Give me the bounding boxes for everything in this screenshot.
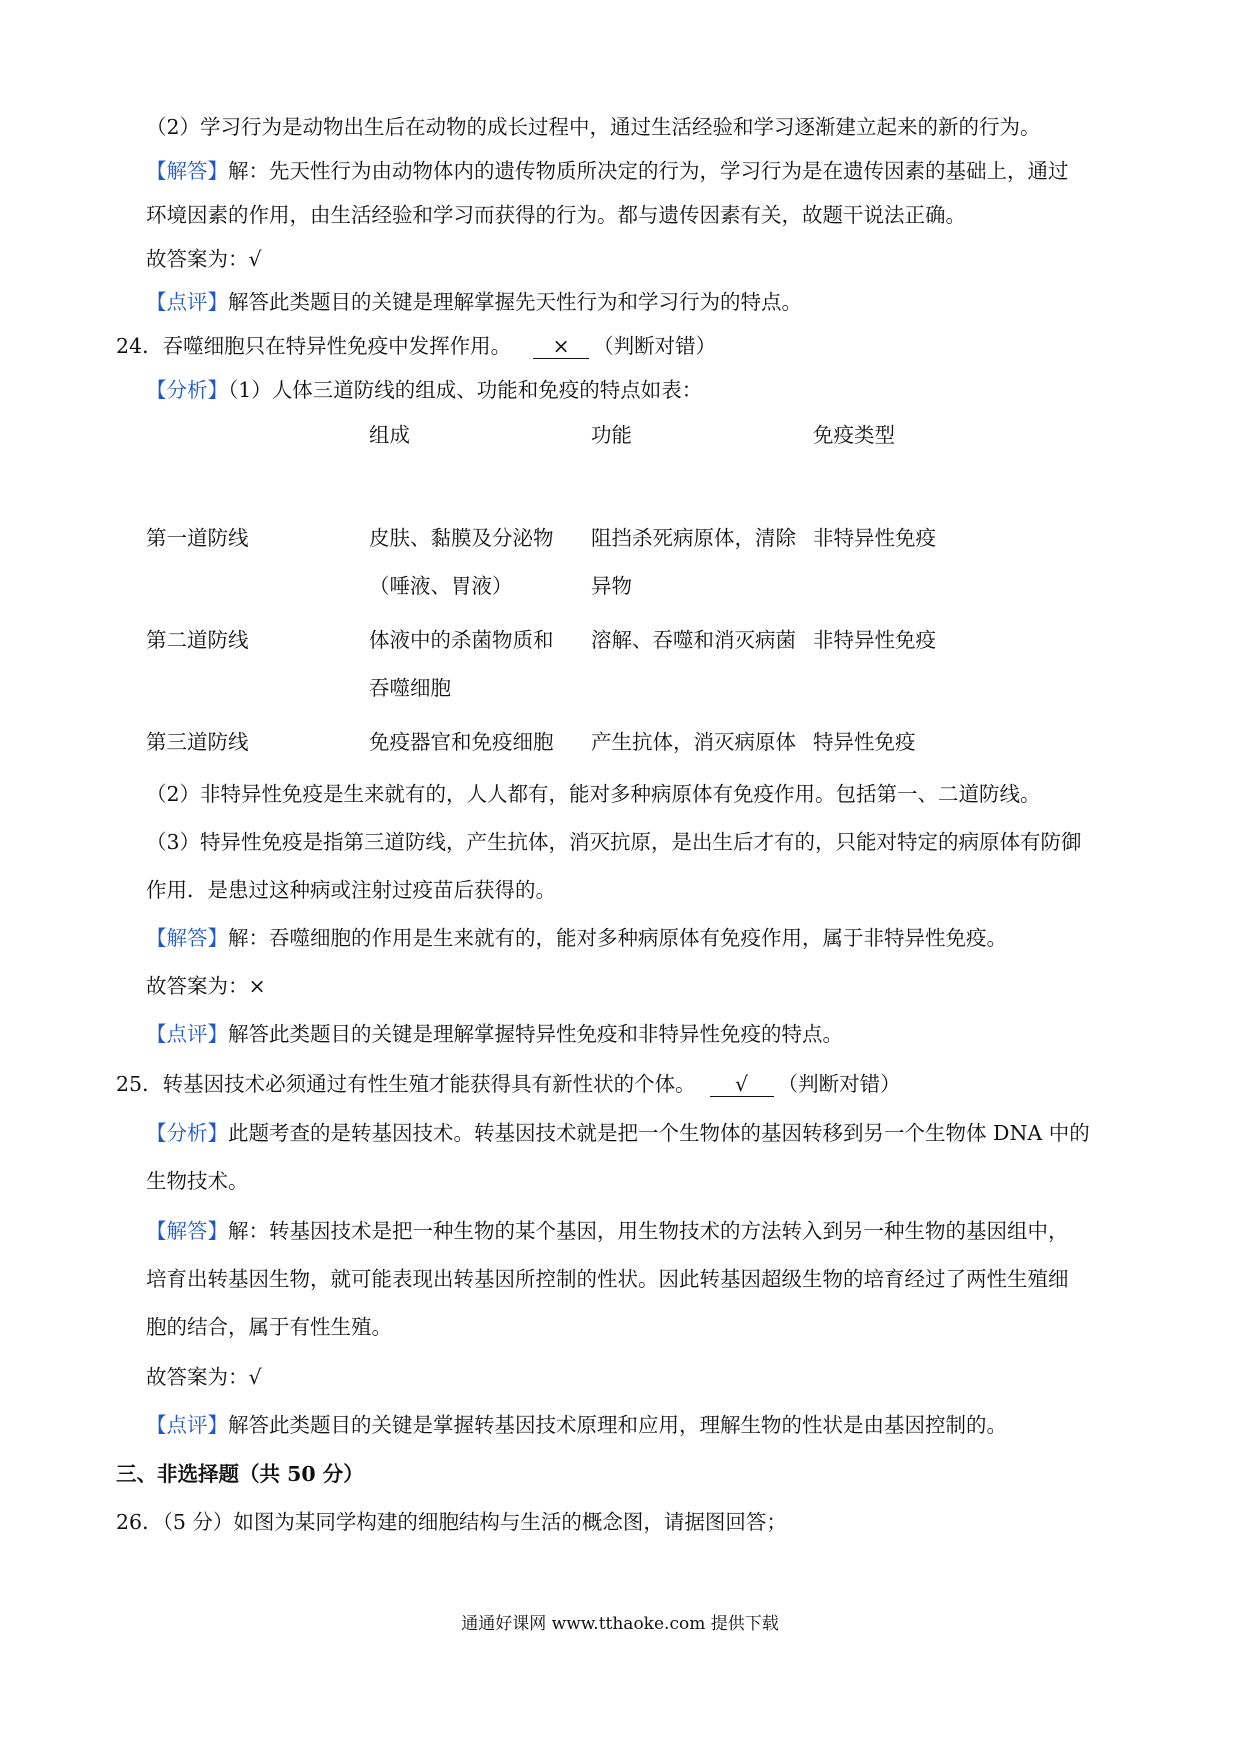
q24-analysis-point-2: （2）非特异性免疫是生来就有的，人人都有，能对多种病原体有免疫作用。包括第一、二道防线。: [146, 782, 1041, 806]
table-cell-composition-cont: 吞噬细胞: [369, 676, 451, 700]
page-footer: 通通好课网 www.tthaoke.com 提供下载: [461, 1614, 779, 1634]
q25-analysis-text-1: 此题考查的是转基因技术。转基因技术就是把一个生物体的基因转移到另一个生物体 DNA 中的: [228, 1121, 1090, 1145]
table-cell-immunity-type: 特异性免疫: [813, 730, 916, 754]
table-cell-function: 溶解、吞噬和消灭病菌: [591, 628, 796, 652]
table-header-composition: 组成: [369, 423, 410, 447]
table-cell-composition: 皮肤、黏膜及分泌物: [369, 526, 554, 550]
q24-question: [116, 332, 716, 360]
answer-tag: 【解答】: [146, 926, 228, 950]
q24-analysis-line-1: [146, 376, 702, 404]
q25-answer-blank: √: [710, 1072, 774, 1097]
q23-answer-text-1: 解：先天性行为由动物体内的遗传物质所决定的行为，学习行为是在遗传因素的基础上，通过: [228, 159, 1069, 183]
q25-suffix: （判断对错）: [777, 1072, 901, 1096]
table-row-name: 第二道防线: [146, 628, 249, 652]
table-cell-composition-cont: （唾液、胃液）: [369, 574, 513, 598]
comment-tag: 【点评】: [146, 1413, 228, 1437]
q23-comment-text: 解答此类题目的关键是理解掌握先天性行为和学习行为的特点。: [228, 290, 802, 314]
q24-comment: [146, 1020, 843, 1048]
answer-tag: 【解答】: [146, 159, 228, 183]
q23-answer-line-2: 环境因素的作用，由生活经验和学习而获得的行为。都与遗传因素有关，故题干说法正确。: [146, 203, 966, 227]
q24-comment-text: 解答此类题目的关键是理解掌握特异性免疫和非特异性免疫的特点。: [228, 1022, 843, 1046]
table-cell-function: 产生抗体，消灭病原体: [591, 730, 796, 754]
section-3-heading: 三、非选择题（共 50 分）: [116, 1462, 364, 1486]
q25-stem: 25．转基因技术必须通过有性生殖才能获得具有新性状的个体。: [116, 1072, 696, 1096]
q25-question: [116, 1070, 901, 1098]
q25-answer-line-3: 胞的结合，属于有性生殖。: [146, 1315, 392, 1339]
q23-comment: [146, 288, 802, 316]
table-cell-immunity-type: 非特异性免疫: [813, 526, 936, 550]
q24-final-answer: 故答案为：×: [146, 974, 266, 998]
q25-comment: [146, 1411, 1007, 1439]
q25-answer-line-2: 培育出转基因生物，就可能表现出转基因所控制的性状。因此转基因超级生物的培育经过了两性生殖细: [146, 1267, 1069, 1291]
q25-answer-text-1: 解：转基因技术是把一种生物的某个基因，用生物技术的方法转入到另一种生物的基因组中，: [228, 1219, 1069, 1243]
table-row-name: 第一道防线: [146, 526, 249, 550]
answer-tag: 【解答】: [146, 1219, 228, 1243]
q24-suffix: （判断对错）: [593, 334, 717, 358]
table-cell-composition: 免疫器官和免疫细胞: [369, 730, 554, 754]
q24-analysis-point-3-line-2: 作用．是患过这种病或注射过疫苗后获得的。: [146, 878, 556, 902]
q25-final-answer: 故答案为：√: [146, 1365, 262, 1389]
table-header-immunity-type: 免疫类型: [813, 423, 895, 447]
q23-final-answer: 故答案为：√: [146, 247, 262, 271]
q23-answer-line-1: [146, 157, 1069, 185]
table-cell-function-cont: 异物: [591, 574, 632, 598]
table-header-function: 功能: [591, 423, 632, 447]
comment-tag: 【点评】: [146, 1022, 228, 1046]
table-cell-function: 阻挡杀死病原体，清除: [591, 526, 796, 550]
q25-answer-line-1: [146, 1217, 1069, 1245]
table-cell-composition: 体液中的杀菌物质和: [369, 628, 554, 652]
analysis-tag: 【分析】: [146, 378, 228, 402]
q24-answer-text: 解：吞噬细胞的作用是生来就有的，能对多种病原体有免疫作用，属于非特异性免疫。: [228, 926, 1007, 950]
q25-analysis-line-1: [146, 1119, 1090, 1147]
analysis-tag: 【分析】: [146, 1121, 228, 1145]
q24-answer: [146, 924, 1007, 952]
q24-answer-blank: ×: [533, 334, 589, 359]
q25-comment-text: 解答此类题目的关键是掌握转基因技术原理和应用，理解生物的性状是由基因控制的。: [228, 1413, 1007, 1437]
q23-analysis-point-2: （2）学习行为是动物出生后在动物的成长过程中，通过生活经验和学习逐渐建立起来的新的行为。: [146, 115, 1041, 139]
table-row-name: 第三道防线: [146, 730, 249, 754]
q24-analysis-text-1: （1）人体三道防线的组成、功能和免疫的特点如表：: [228, 378, 703, 402]
q25-analysis-line-2: 生物技术。: [146, 1169, 249, 1193]
q24-analysis-point-3-line-1: （3）特异性免疫是指第三道防线，产生抗体，消灭抗原，是出生后才有的，只能对特定的病原体有防御: [146, 830, 1082, 854]
table-cell-immunity-type: 非特异性免疫: [813, 628, 936, 652]
q26-question: 26．（5 分）如图为某同学构建的细胞结构与生活的概念图，请据图回答；: [116, 1510, 787, 1534]
comment-tag: 【点评】: [146, 290, 228, 314]
q24-stem: 24．吞噬细胞只在特异性免疫中发挥作用。: [116, 334, 512, 358]
